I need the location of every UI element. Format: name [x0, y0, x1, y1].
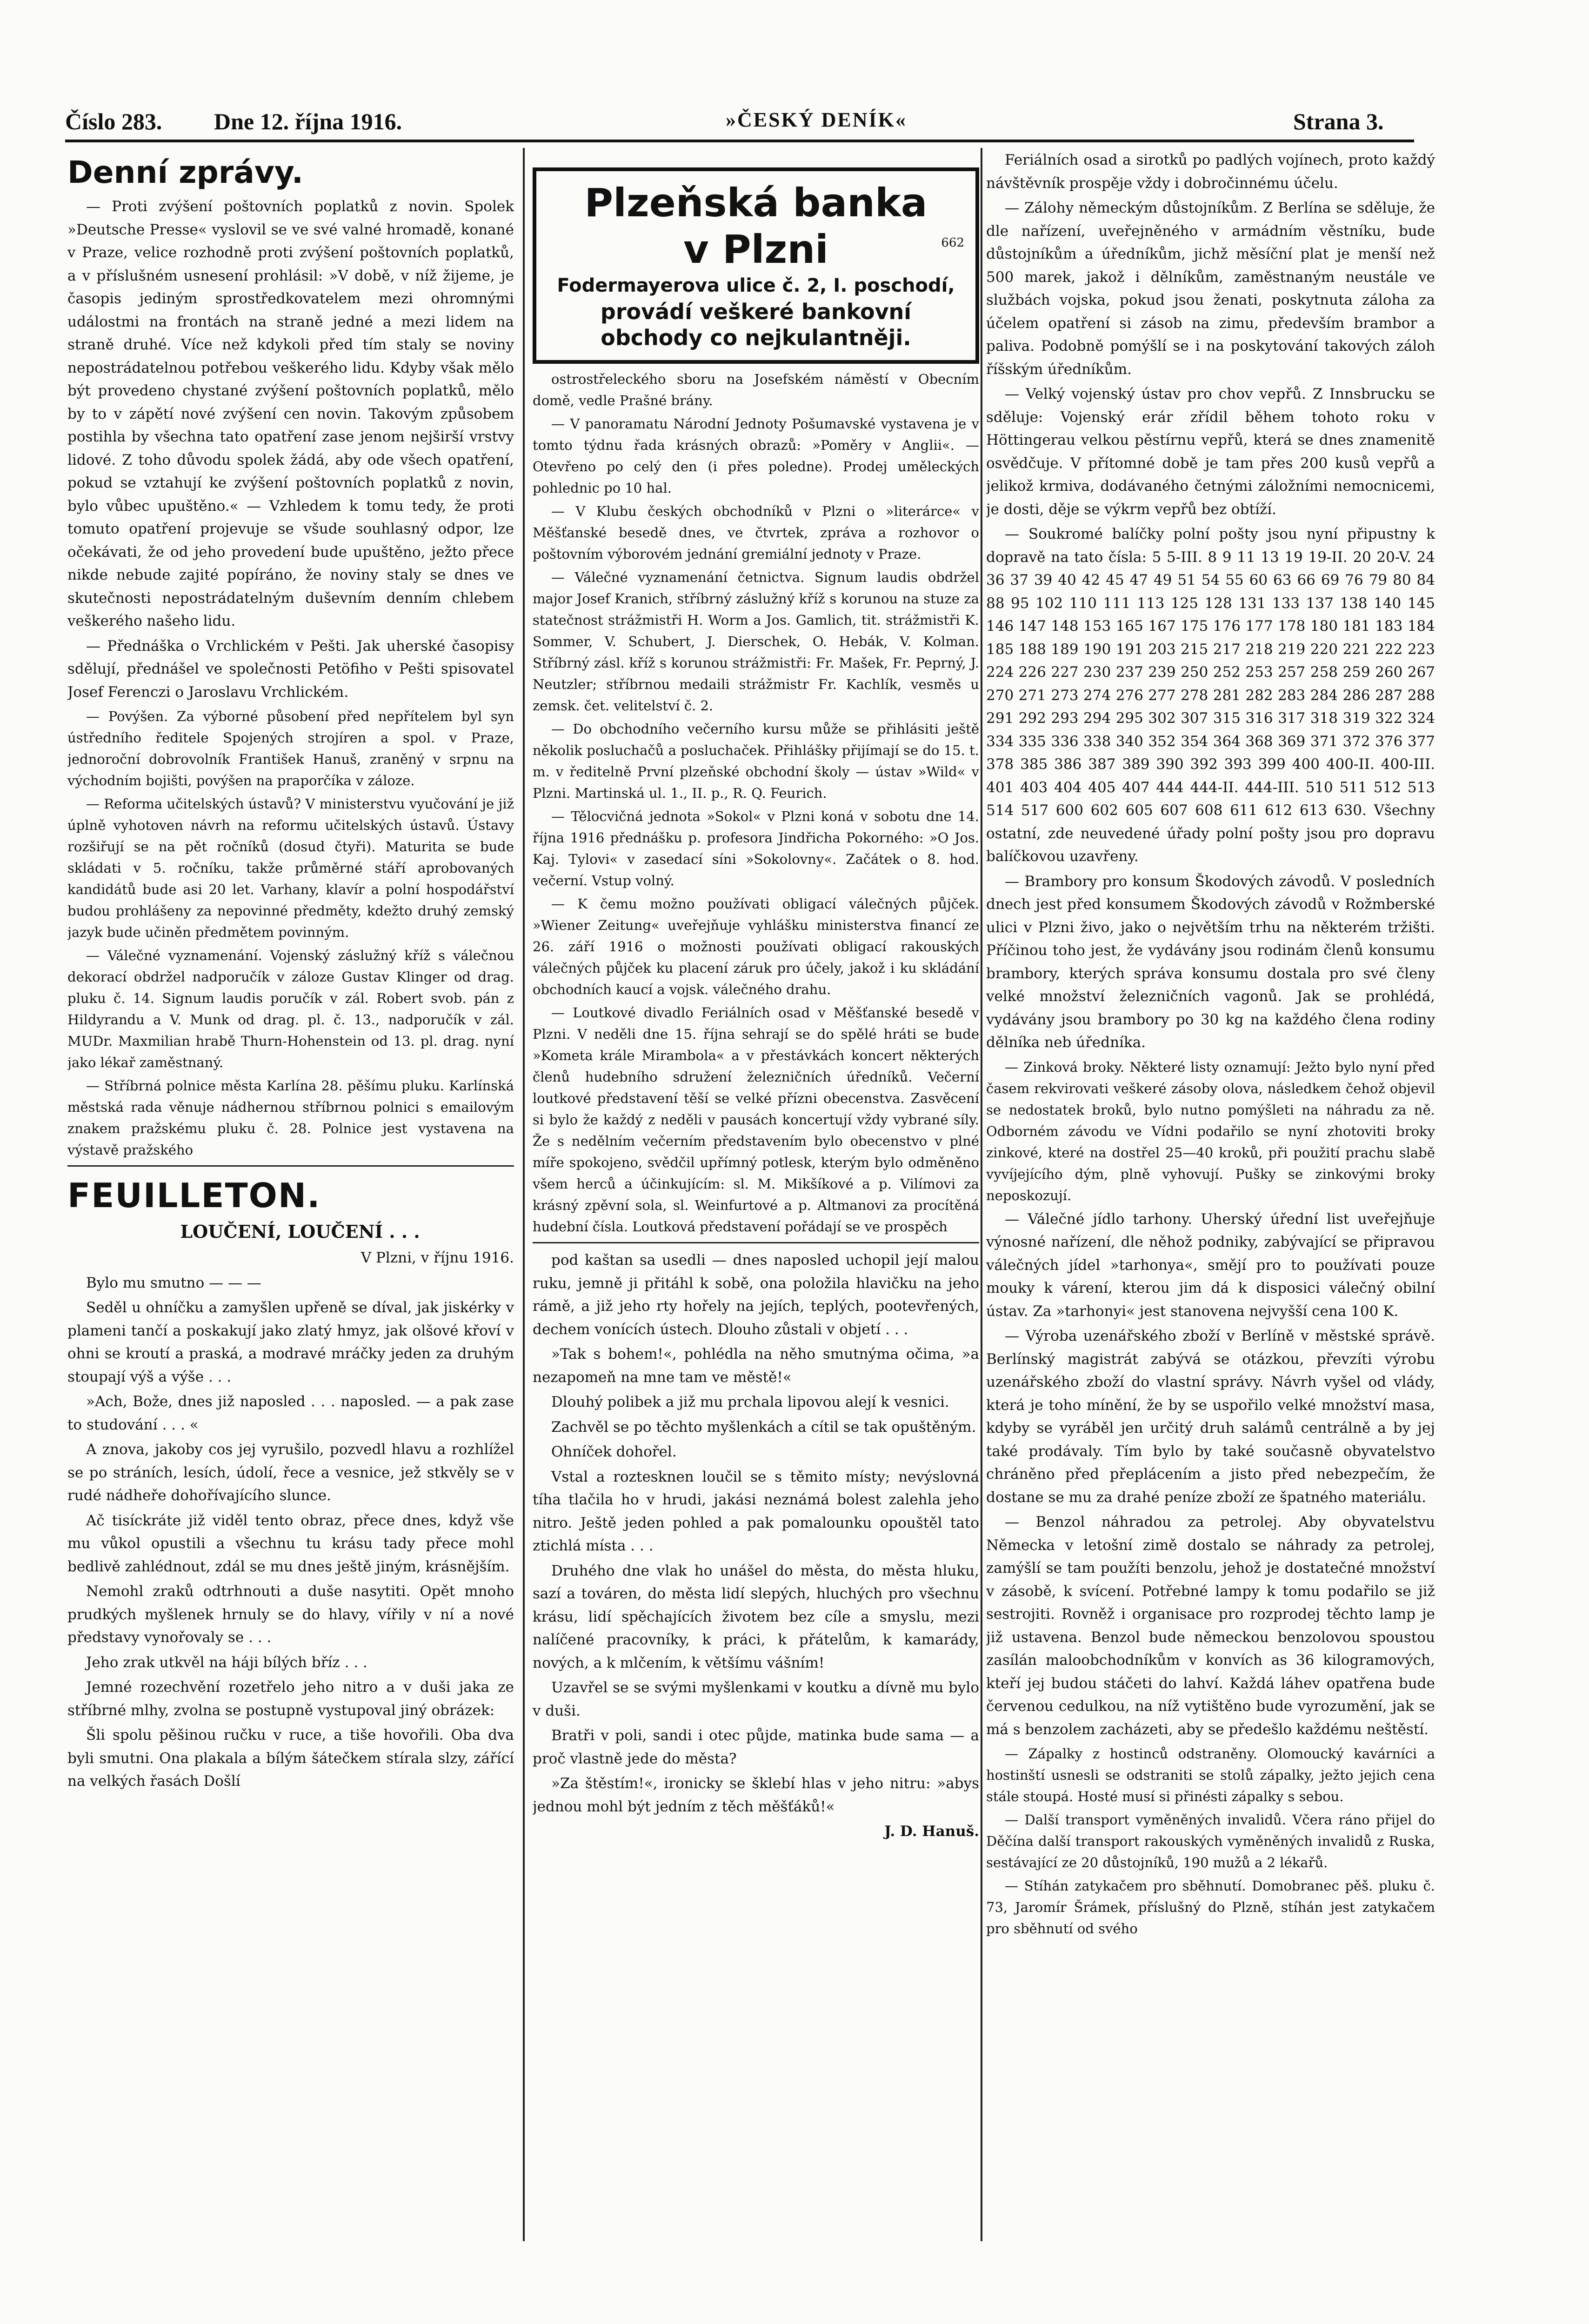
article-promotion: — Povýšen. Za výborné působení před nepřítelem byl syn ústředního ředitele Spojených strojíren a spol. v Praze, jednoroční dobrovolník František Hanuš, zraněný v srpnu na východním bojišti, povýšen na praporčíka v záloze.	[67, 708, 514, 788]
article-benzol: — Benzol náhradou za petrolej. Aby obyvatelstvu Německa v letošní zimě dostalo se náhrady za petrolej, zamýšlí se tam použíti benzolu, jehož je dostatečné množství v zásobě, k svícení. Potřebné lampy k tomu podařilo se již sestrojiti. Rovněž i organisace pro rozprodej těchto lamp je již ustavena. Benzol bude německou benzolovou spoustou zasílán maloobchodníkům v konvích as 36 kilogramových, kteří jej budou stáčeti do lahví. Každá láhev opatřena bude červenou cedulkou, na níž vytištěno bude vyrozumění, jak se má s benzolem zacházeti, aby se předešlo každému neštěstí.	[986, 1514, 1435, 1738]
column-divider-2	[981, 148, 982, 2241]
article-evening-course: — Do obchodního večerního kursu může se přihlásiti ještě několik posluchačů a posluchaček. Přihlášky přijímají se do 15. t. m. v ředitelně První plzeňské obchodní školy — ústav »Wild« v Plzni. Martinská ul. 1., II. p., R. Q. Feurich.	[533, 721, 979, 801]
header-rule	[65, 140, 1414, 142]
feuilleton-paragraph: Bratři v poli, sandi i otec půjde, matinka bude sama — a proč vlastně jede do města?	[533, 1727, 979, 1767]
feuilleton-paragraph: Šli spolu pěšinou ručku v ruce, a tiše hovořili. Oba dva byli smutni. Ona plakala a bílým šátečkem stírala slzy, zářící na velkých řasách Došlí	[67, 1727, 514, 1790]
feuilleton-paragraph: Druhého dne vlak ho unášel do města, do města hluku, sazí a továren, do města lidí slepých, hluchých pro všechnu krásu, lidí spěchajících životem bez cíle a smyslu, mezi nalíčené pracovníky, k práci, k přátelům, k kamarády, nových, a k mlčením, k většímu vášním!	[533, 1562, 979, 1671]
article-vrchlicky-lecture: — Přednáška o Vrchlickém v Pešti. Jak uherské časopisy sdělují, přednášel ve společnosti Petöfiho v Pešti spisovatel Josef Ferenczi o Jaroslavu Vrchlickém.	[67, 637, 514, 701]
feuilleton-rule	[67, 1165, 514, 1167]
article-matches: — Zápalky z hostinců odstraněny. Olomoucký kavárníci a hostinští usnesli se odstraniti se stolů zápalky, ježto jejich cena stále stoupá. Hosté musí si přinésti zápalky s sebou.	[986, 1746, 1435, 1804]
feuilleton-title: LOUČENÍ, LOUČENÍ . . .	[180, 1221, 420, 1242]
feuilleton-paragraph: »Tak s bohem!«, pohlédla na něho smutnýma očima, »a nezapomeň na mne tam ve městě!«	[533, 1346, 979, 1386]
article-gendarmerie-decoration: — Válečné vyznamenání četnictva. Signum laudis obdržel major Josef Kranich, stříbrný záslužný kříž s korunou na stuze za statečnost strážmistři H. Worm a Jos. Gamlich, tit. strážmistři K. Sommer, V. Schubert, J. Dierschek, O. Hebák, V. Kolman. Stříbrný zásl. kříž s korunou strážmistři: Fr. Mašek, Fr. Peprný, J. Neutzler; stříbrnou medaili strážmistr Fr. Kachlík, vesměs u zemsk. čet. velitelství č. 2.	[533, 569, 979, 714]
feuilleton-paragraph: A znova, jakoby cos jej vyrušilo, pozvedl hlavu a rozhlížel se po stráních, lesích, údolí, řece a vesnice, jež stkvěly se v rudé nádheře dohořívajícího slunce.	[67, 1441, 514, 1504]
ad-address: Fodermayerova ulice č. 2, I. poschodí,	[557, 275, 955, 296]
article-sokol: — Tělocvičná jednota »Sokol« v Plzni koná v sobotu dne 14. října 1916 přednášku p. profesora Jindřicha Pokorného: »O Jos. Kaj. Tylovi« v zasedací síni »Sokolovny«. Začátek o 8. hod. večerní. Vstup volný.	[533, 808, 979, 888]
feuilleton-place-date: V Plzni, v říjnu 1916.	[361, 1249, 514, 1266]
feuilleton-paragraph: Seděl u ohníčku a zamyšlen upřeně se díval, jak jiskérky v plameni tančí a poskakují jako zlatý hmyz, jak olšové křoví v ohni se kroutí a praská, a modravé mráčky jeden za druhým stoupají výš a výše . . .	[67, 1299, 514, 1385]
article-merchants-club: — V Klubu českých obchodníků v Plzni o »literárce« v Měšťanské besedě dnes, ve čtvrtek, zpráva a rozhovor o poštovním výborovém jednání gremiální jednoty v Praze.	[533, 503, 979, 562]
article-continuation: Feriálních osad a sirotků po padlých vojínech, proto každý návštěvník prospěje vždy i dobročinnému účelu.	[986, 152, 1435, 192]
column-3	[986, 149, 1435, 2289]
feuilleton-paragraph: Bylo mu smutno — — —	[86, 1274, 261, 1291]
issue-date: Dne 12. října 1916.	[214, 108, 402, 134]
feuilleton-paragraph: Ohníček dohořel.	[551, 1443, 677, 1460]
ad-slogan-2: obchody co nejkulantněji.	[601, 325, 911, 350]
article-invalids: — Další transport vyměněných invalidů. Včera ráno přijel do Děčína další transport rakouských vyměněných invalidů z Ruska, sestávající ze 20 důstojníků, 190 mužů a 2 lékařů.	[986, 1812, 1435, 1870]
article-puppet-theatre: — Loutkové divadlo Feriálních osad v Měšťanské besedě v Plzni. V neděli dne 15. října sehrají se do spělé hráti se bude »Kometa krále Mirambola« a v přestávkách koncert některých členů hudebního sdružení železničních úředníků. Večerní loutkové představení těší se velké přízni obecenstva. Zasvěcení si bylo že každý z neděli v pausách koncertují vždy vybrané síly. Že s nedělním večerním představením bylo obecenstvo v plné míře spokojeno, svědčil upřímný potlesk, kterým bylo odměněno všem herců a účinkujícím: sl. M. Mikšíkové a p. Vilímovi za krásný zpěvní sola, sl. Weinfurtové a p. Altmanovi za procítěná hudební čísla. Loutková představení pořádají se ve prospěch	[533, 1005, 979, 1235]
article-silver-bugle: — Stříbrná polnice města Karlína 28. pěšímu pluku. Karlínská městská rada věnuje nádhernou stříbrnou polnici s emailovým znakem pražskému pluku č. 28. Polnice jest vystavena na výstavě pražského	[67, 1078, 514, 1158]
feuilleton-paragraph: Nemohl zraků odtrhnouti a duše nasytiti. Opět mnoho prudkých myšlenek hrnuly se do hlavy, vířily v ní a nové představy vynořovaly se . . .	[67, 1583, 514, 1646]
page-number: Strana 3.	[1293, 108, 1384, 134]
column-1	[67, 149, 514, 2289]
article-potatoes-skoda: — Brambory pro konsum Škodových závodů. V posledních dnech jest před konsumem Škodových závodů v Rožmberské ulici v Plzni živo, jako o největším trhu na některém tržišti. Příčinou toho jest, že vydávány jsou rodinám členů konsumu brambory, kterých správa konsumu dostala pro své členy velké množství železničních vagonů. Jak se prohlédá, vydávány jsou brambory po 30 kg na každého člena rodiny dělníka neb úředníka.	[986, 873, 1435, 1051]
column-2	[533, 149, 979, 2289]
feuilleton-paragraph: Zachvěl se po těchto myšlenkách a cítil se tak opuštěným.	[551, 1418, 976, 1436]
feuilleton-paragraph: Dlouhý polibek a již mu prchala lipovou alejí k vesnici.	[551, 1394, 949, 1410]
issue-number: Číslo 283.	[65, 108, 162, 134]
ad-bank-city: v Plzni	[683, 227, 828, 272]
feuilleton-paragraph: Uzavřel se se svými myšlenkami v koutku a dívně mu bylo v duši.	[533, 1679, 979, 1719]
article-continuation: ostrostřeleckého sboru na Josefském náměstí v Obecním domě, vedle Prašné brány.	[533, 371, 979, 408]
article-zinc-shot: — Zinková broky. Některé listy oznamují: Ježto bylo nyní před časem rekvirovati veškeré zásoby olova, následkem čehož objevil se nedostatek broků, bylo nutno pomýšleti na náhradu za ně. Odborném závodu ve Vídni podařilo se nyní zhotoviti broky zinkové, které na dostřel 25—40 kroků, při použití prachu slabě vyvíjejícího dým, plně vyhovují. Pušky se zinkovými broky neposkozují.	[986, 1059, 1435, 1203]
feuilleton-paragraph: Vstal a roztesknen loučil se s těmito místy; nevýslovná tíha tlačila ho v hrudi, jakási neznámá bolest zalehla jeho nitro. Ještě jeden pohled a pak pomalounku opouštěl tato ztichlá místa . . .	[533, 1468, 979, 1554]
ad-bank-name: Plzeňská banka	[584, 180, 928, 226]
feuilleton-paragraph: Ač tisíckráte již viděl tento obraz, přece dnes, když vše mu vůkol opustili a všechnu tu krásu tady přece mohl bedlivě zahlédnout, zdál se mu dnes ještě jiným, krásnějším.	[67, 1512, 514, 1575]
article-war-bonds: — K čemu možno používati obligací válečných půjček. »Wiener Zeitung« uveřejňuje vyhlášku ministerstva financí ze 26. září 1916 o možnosti používati obligací rakouských válečných půjček ku placení záruk pro účely, jakož i ku skládání obchodních kaucí a vojsk. válečného drahu.	[533, 896, 979, 997]
feuilleton-continued: pod kaštan sa usedli — dnes naposled uchopil její malou ruku, jemně ji přitáhl k sobě, ona položila hlavičku na jeho rámě, a již jeho rty hořely na jejích, teplých, pootevřených, dechem vonících ústech. Dlouho zůstali v objetí . . .	[533, 1252, 979, 1338]
article-deserter: — Stíhán zatykačem pro sběhnutí. Domobranec pěš. pluku č. 73, Jaromír Šrámek, příslušný do Plzně, stíhán jest zatykačem pro sběhnutí od svého	[986, 1878, 1435, 1937]
feuilleton-paragraph: »Ach, Bože, dnes již naposled . . . naposled. — a pak zase to studování . . . «	[67, 1393, 514, 1433]
paper-name: »ČESKÝ DENÍK«	[726, 108, 907, 131]
article-tarhonya: — Válečné jídlo tarhony. Uherský úřední list uveřejňuje výnosné nařízení, dle něhož podniky, zabývající se připravou válečných jídel »tarhonya«, smějí pro to používati pouze mouky k várení, kterou jim dá k disposici válečný obilní ústav. Za »tarhonyi« jest stanovena nejvyšší cena 100 K.	[986, 1210, 1435, 1320]
article-berlin-sausage: — Výroba uzenářského zboží v Berlíně v městské správě. Berlínský magistrát zabývá se otázkou, převzíti výrobu uzenářského zboží do vlastní správy. Návrh vyšel od vlády, která je toho mínění, že by se uspořilo velké množství masa, kdyby se vyráběl jen určitý druh salámů centrálně a by jej také prodávaly. Tím bylo by také současně obyvatelstvo chráněno před přeplácením a jisto před nebezpečím, že dostane se mu za drahé peníze zboží ze špatného materiálu.	[986, 1328, 1435, 1506]
ad-number: 662	[941, 236, 964, 250]
article-war-decoration: — Válečné vyznamenání. Vojenský záslužný kříž s válečnou dekorací obdržel nadporučík v záloze Gustav Klinger od drag. pluku č. 14. Signum laudis poručík v zál. Robert svob. pán z Hildyrandu a V. Munk od drag. pl. č. 13., nadporučík v zál. MUDr. Maxmilian hrabě Thurn-Hohenstein od 13. pl. drag. nyní jako lékař zaměstnaný.	[67, 948, 514, 1070]
article-panorama: — V panoramatu Národní Jednoty Pošumavské vystavena je v tomto týdnu řada krásných obrazů: »Poměry v Anglii«. — Otevřeno po celý den (i přes poledne). Prodej uměleckých pohlednic po 10 hal.	[533, 416, 979, 496]
bank-advertisement	[533, 167, 979, 364]
column-divider-1	[523, 148, 525, 2241]
ad-slogan-1: provádí veškeré bankovní	[600, 299, 912, 324]
feuilleton-rule-2	[533, 1242, 979, 1243]
article-teacher-reform: — Reforma učitelských ústavů? V ministerstvu vyučování je již úplně vyhotoven návrh na reformu učitelských ústavů. Ústavy rozšiřují se na pět ročníků (dosud čtyři). Maturita se bude skládati v 5. ročníku, takže průměrné stáří aprobovaných kandidátů bude asi 20 let. Varhany, klavír a polní hospodářství budou prohlášeny za nepovinné předměty, kdežto druhý zemský jazyk bude učiněn předmětem povinným.	[67, 796, 514, 940]
feuilleton-paragraph: Jemné rozechvění rozetřelo jeho nitro a v duši jaka ze stříbrné mlhy, zvolna se postupně vystupoval jiný obrázek:	[67, 1679, 514, 1719]
feuilleton-signature: J. D. Hanuš.	[884, 1823, 979, 1840]
feuilleton-heading: FEUILLETON.	[67, 1176, 321, 1215]
article-field-post-numbers: — Soukromé balíčky polní pošty jsou nyní připustny k dopravě na tato čísla: 5 5-III. 8 9 11 13 19 19-II. 20 20-V. 24 36 37 39 40 42 45 47 49 51 54 55 60 63 66 69 76 79 80 84 88 95 102 110 111 113 125 128 131 133 137 138 140 145 146 147 148 153 165 167 175 176 177 178 180 181 183 184 185 188 189 190 191 203 215 217 218 219 220 221 222 223 224 226 227 230 237 239 250 252 253 257 258 259 260 267 270 271 273 274 276 277 278 281 282 283 284 286 287 288 291 292 293 294 295 302 307 315 316 317 318 319 322 324 334 335 336 338 340 352 354 364 368 369 371 372 376 377 378 385 386 387 389 390 392 393 399 400 400-II. 400-III. 401 403 404 405 407 444 444-II. 444-III. 510 511 512 513 514 517 600 602 605 607 608 611 612 613 630. Všechny ostatní, zde neuvedené úřady polní pošty jsou pro dopravu balíčkovou uzavřeny.	[986, 526, 1435, 865]
page-header	[65, 108, 1414, 140]
feuilleton-paragraph: »Za štěstím!«, ironicky se šklebí hlas v jeho nitru: »abys jednou mohl být jedním z těch měšťáků!«	[533, 1775, 979, 1815]
article-pig-breeding: — Velký vojenský ústav pro chov vepřů. Z Innsbrucku se sděluje: Vojenský erár zřídil během tohoto roku v Höttingerau velkou pěstírnu vepřů, která se dnes znamenitě osvědčuje. V přítomné době je tam přes 200 kusů vepřů a jelikož krmiva, dodávaného četnými záložními nemocnicemi, je dosti, děje se výkrm vepřů bez obtíží.	[986, 386, 1435, 518]
article-postal-fees: — Proti zvýšení poštovních poplatků z novin. Spolek »Deutsche Presse« vyslovil se ve své valné hromadě, konané v Praze, velice rozhodně proti zvýšení poštovních poplatků, a v příslušném usnesení prohlásil: »V době, v níž žijeme, je časopis jediným sprostředkovatelem mezi ohromnými událostmi na frontách na straně jedné a mezi lidem na straně druhé. Více než kdykoli před tím staly se noviny nepostrádatelnou potřebou veškerého lidu. Kdyby však mělo být provedeno chystané zvýšení poštovních poplatků, mělo by to v zápětí nové zvýšení cen novin. Takovým způsobem postihla by všechna tato opatření zase jenom nejširší vrstvy lidové. Z toho důvodu spolek žádá, aby ode všech opatření, pokud se vztahují ke zvýšení poštovních poplatků z novin, bylo vůbec upuštěno.« — Vzhledem k tomu tedy, že proti tomuto opatření projevuje se všude souhlasný odpor, lze očekávati, že od jeho provedení bude upuštěno, ježto přece nikde nebude zajité popíráno, že noviny staly se dnes ve skutečnosti nepostrádatelným duševním denním chlebem veškerého našeho lidu.	[67, 198, 514, 629]
article-officer-advances: — Zálohy německým důstojníkům. Z Berlína se sděluje, že dle nařízení, uveřejněného v armádním věstníku, bude důstojníkům a úředníkům, jichž měsíční plat je menší než 500 marek, jakož i dělníkům, zaměstnaným neustále ve službách vojska, pokud jsou ženati, poskytnuta záloha za účelem opatření si zásob na zimu, především brambor a paliva. Podobně pomýšlí se i na poskytování takových záloh říšským úředníkům.	[986, 200, 1435, 378]
feuilleton-paragraph: Jeho zrak utkvěl na háji bílých bříz . . .	[86, 1654, 367, 1671]
section-title: Denní zprávy.	[67, 154, 303, 190]
